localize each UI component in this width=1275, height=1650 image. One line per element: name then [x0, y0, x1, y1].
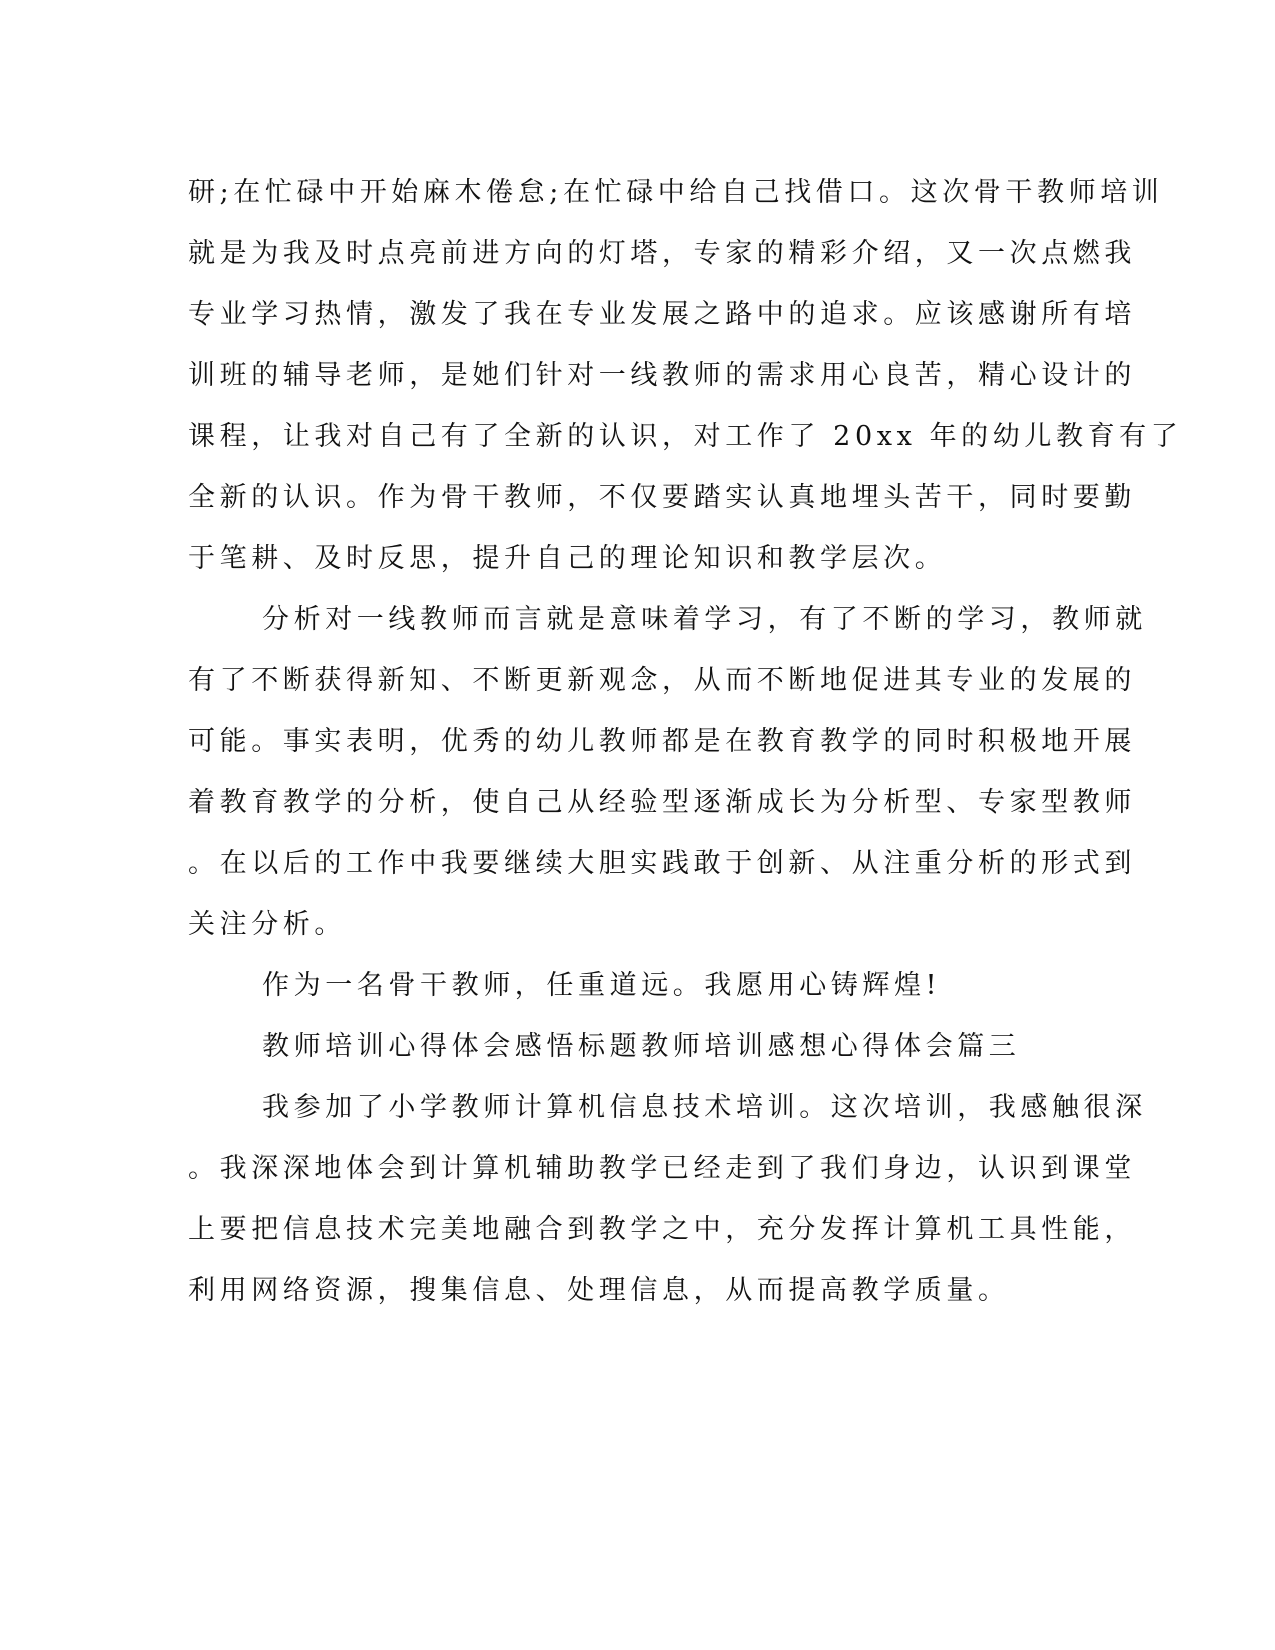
- text-line: 利用网络资源，搜集信息、处理信息，从而提高教学质量。: [188, 1275, 1010, 1306]
- paragraph-first-line: 分析对一线教师而言就是意味着学习，有了不断的学习，教师就: [262, 604, 1147, 635]
- document-body: [188, 162, 1183, 1321]
- paragraph-first-line: 作为一名骨干教师，任重道远。我愿用心铸辉煌!: [262, 970, 942, 1001]
- text-line: 。我深深地体会到计算机辅助教学已经走到了我们身边，认识到课堂: [188, 1153, 1136, 1184]
- text-line: 上要把信息技术完美地融合到教学之中，充分发挥计算机工具性能，: [188, 1214, 1136, 1245]
- text-line: 有了不断获得新知、不断更新观念，从而不断地促进其专业的发展的: [188, 665, 1136, 696]
- section-heading: 教师培训心得体会感悟标题教师培训感想心得体会篇三: [262, 1031, 1021, 1062]
- text-line: 训班的辅导老师，是她们针对一线教师的需求用心良苦，精心设计的: [188, 360, 1136, 391]
- text-line: 研;在忙碌中开始麻木倦怠;在忙碌中给自己找借口。这次骨干教师培训: [188, 177, 1164, 208]
- text-line: 于笔耕、及时反思，提升自己的理论知识和教学层次。: [188, 543, 947, 574]
- text-line: 关注分析。: [188, 909, 346, 940]
- text-line: 就是为我及时点亮前进方向的灯塔，专家的精彩介绍，又一次点燃我: [188, 238, 1136, 269]
- text-line: 课程，让我对自己有了全新的认识，对工作了 20xx 年的幼儿教育有了: [188, 421, 1183, 452]
- paragraph-first-line: 我参加了小学教师计算机信息技术培训。这次培训，我感触很深: [262, 1092, 1147, 1123]
- text-line: 专业学习热情，激发了我在专业发展之路中的追求。应该感谢所有培: [188, 299, 1136, 330]
- text-line: 全新的认识。作为骨干教师，不仅要踏实认真地埋头苦干，同时要勤: [188, 482, 1136, 513]
- text-line: 着教育教学的分析，使自己从经验型逐渐成长为分析型、专家型教师: [188, 787, 1136, 818]
- text-line: 。在以后的工作中我要继续大胆实践敢于创新、从注重分析的形式到: [188, 848, 1136, 879]
- text-line: 可能。事实表明，优秀的幼儿教师都是在教育教学的同时积极地开展: [188, 726, 1136, 757]
